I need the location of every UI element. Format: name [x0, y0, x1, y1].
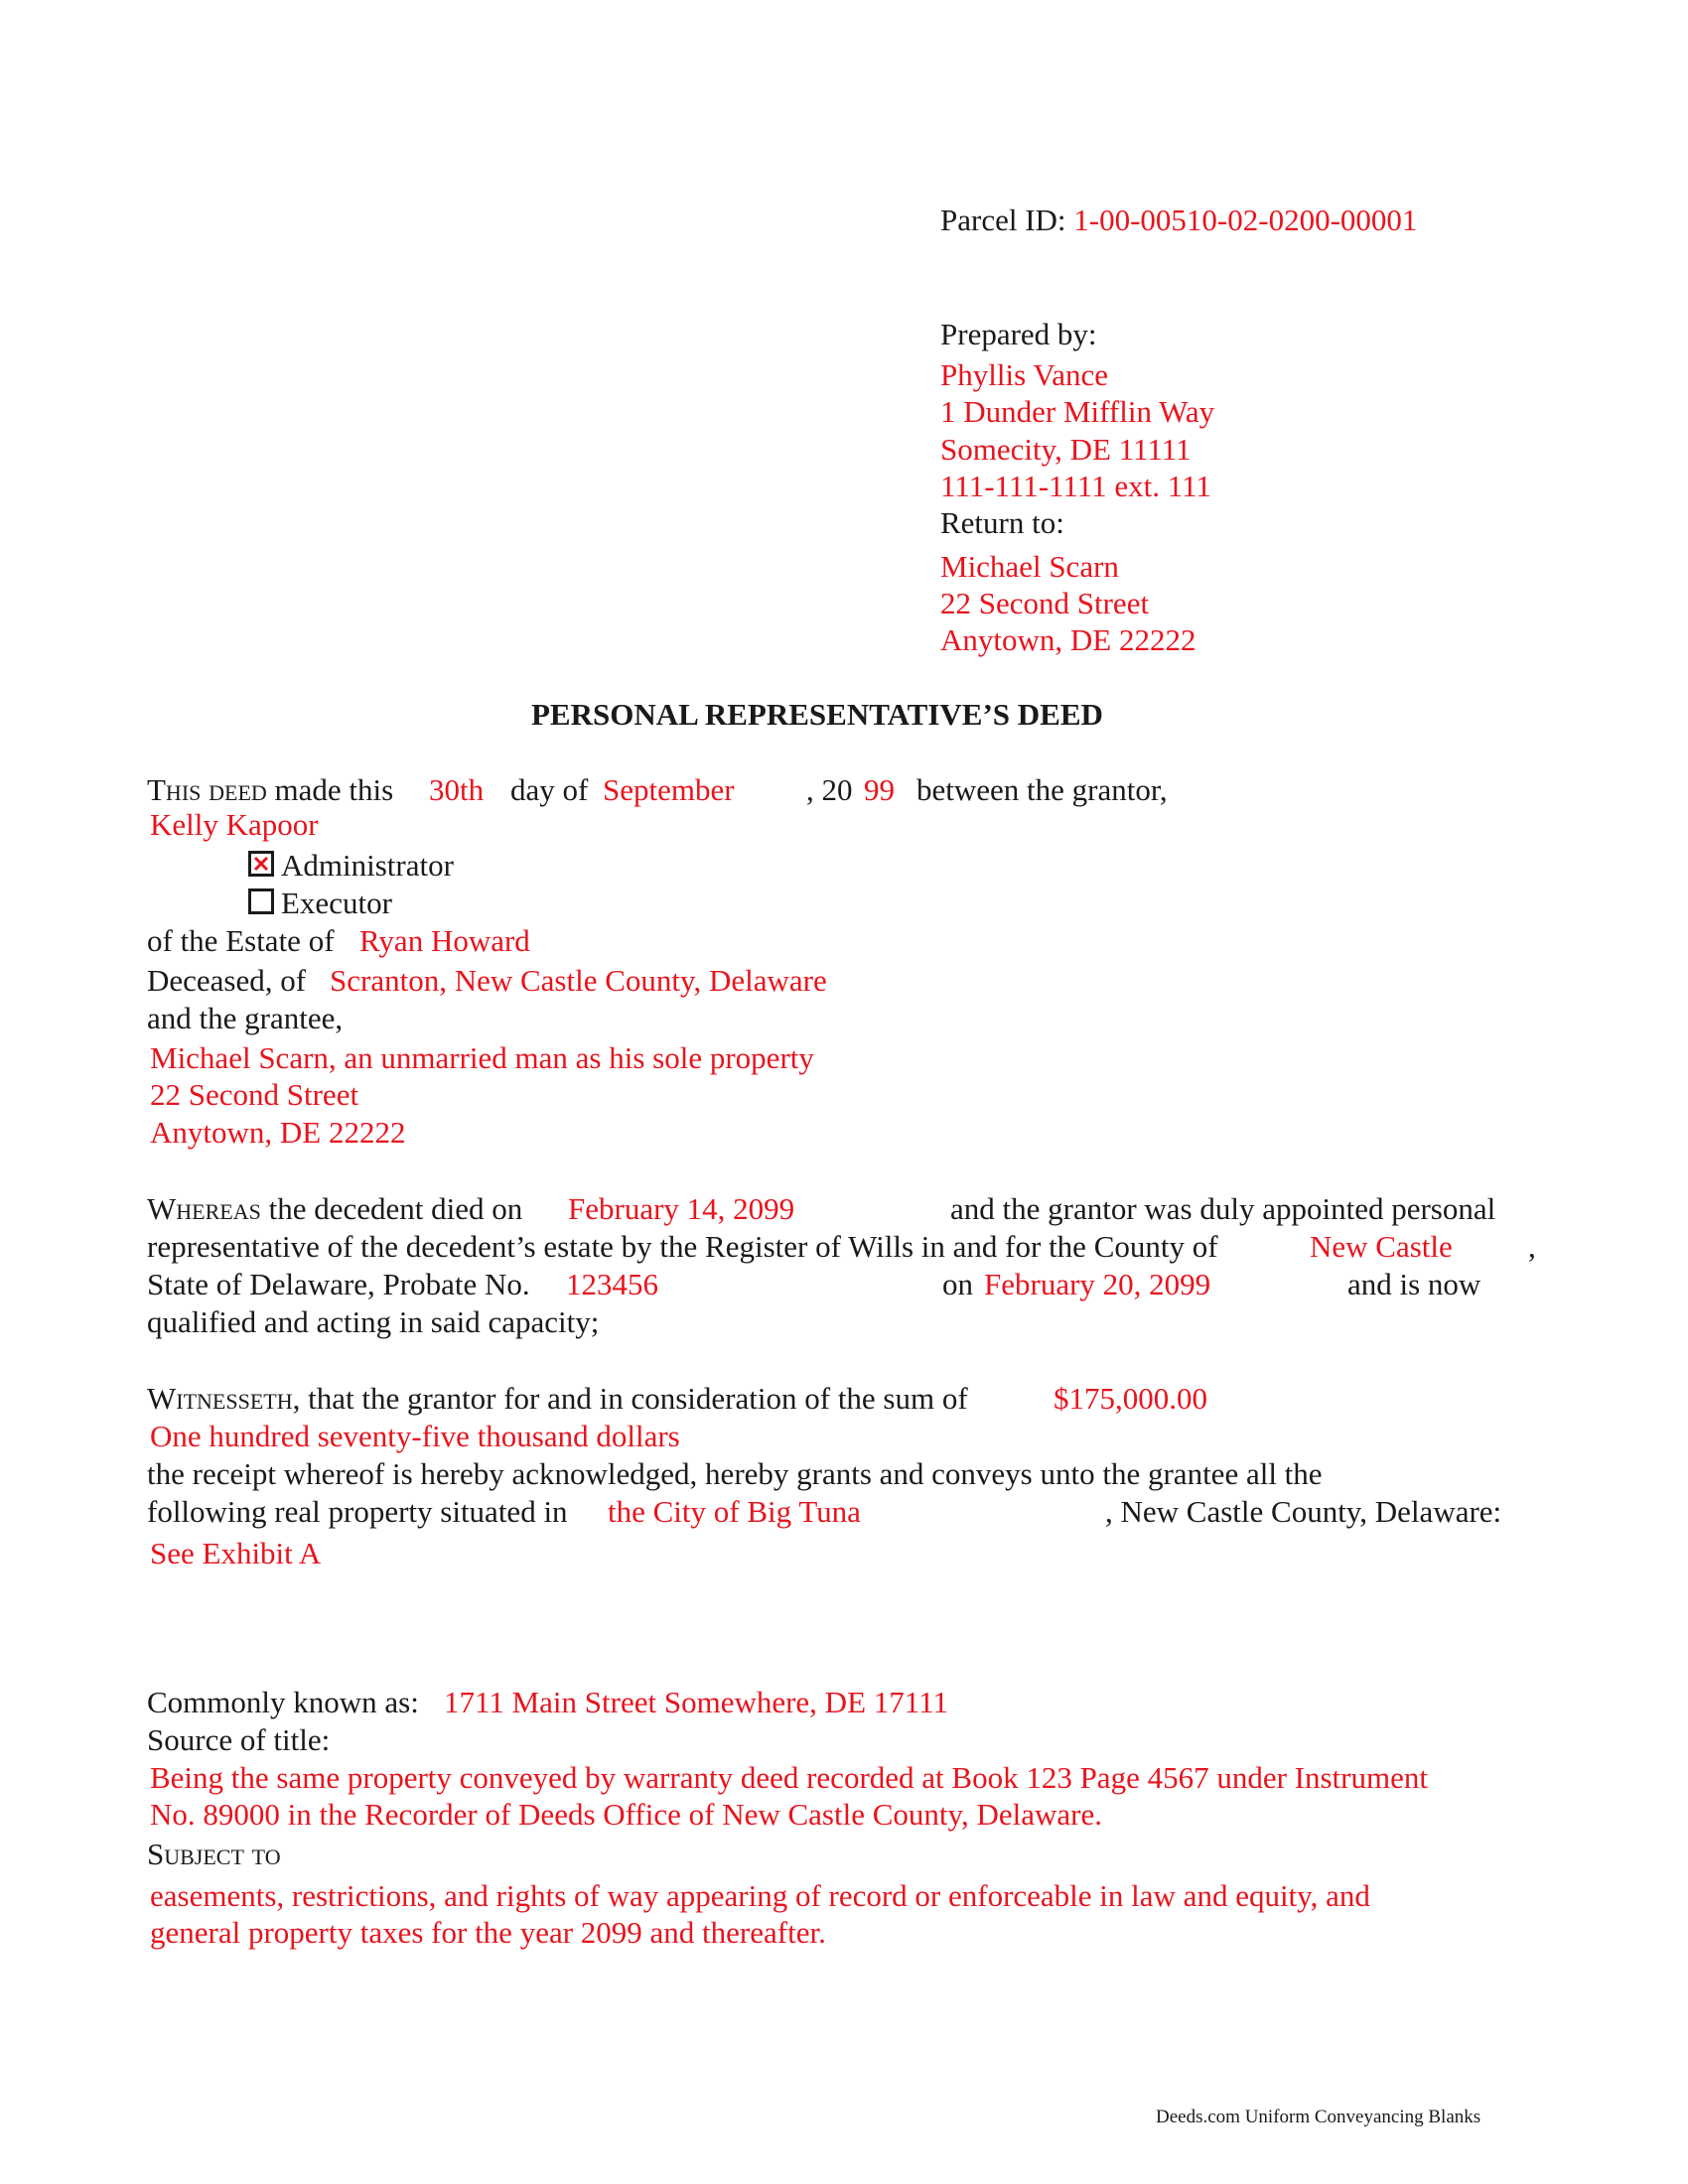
prepared-by-phone[interactable]: 111-111-1111 ext. 111: [940, 469, 1211, 503]
witnesseth-text-4: , New Castle County, Delaware:: [1105, 1494, 1502, 1529]
year-field[interactable]: 99: [864, 772, 895, 807]
footer-text: Deeds.com Uniform Conveyancing Blanks: [1156, 2107, 1481, 2127]
grantee-city[interactable]: Anytown, DE 22222: [150, 1115, 406, 1150]
whereas-text-2: and the grantor was duly appointed personal: [950, 1191, 1496, 1226]
whereas-text-3: representative of the decedent’s estate by the Register of Wills in and for the County of: [147, 1229, 1218, 1264]
probate-number-field[interactable]: 123456: [566, 1267, 658, 1301]
day-of-label: day of: [510, 772, 589, 807]
county-comma: ,: [1528, 1229, 1536, 1264]
source-line-1[interactable]: Being the same property conveyed by warranty deed recorded at Book 123 Page 4567 under Instrument: [150, 1760, 1428, 1795]
grantee-name[interactable]: Michael Scarn, an unmarried man as his sole property: [150, 1040, 814, 1075]
document-title: PERSONAL REPRESENTATIVE’S DEED: [531, 697, 1103, 732]
whereas-text-4: State of Delaware, Probate No.: [147, 1267, 530, 1301]
return-to-label: Return to:: [940, 505, 1064, 540]
prepared-by-street[interactable]: 1 Dunder Mifflin Way: [940, 394, 1215, 429]
estate-name[interactable]: Ryan Howard: [359, 923, 530, 958]
source-label: Source of title:: [147, 1722, 331, 1757]
whereas-text-5: and is now: [1347, 1267, 1481, 1301]
month-field[interactable]: September: [603, 772, 735, 807]
property-address-field[interactable]: 1711 Main Street Somewhere, DE 17111: [444, 1685, 948, 1719]
whereas-lead: Whereas: [147, 1191, 261, 1226]
grantor-name[interactable]: Kelly Kapoor: [150, 807, 319, 842]
whereas-text-6: qualified and acting in said capacity;: [147, 1304, 600, 1339]
deceased-location[interactable]: Scranton, New Castle County, Delaware: [330, 963, 827, 998]
subject-line-1[interactable]: easements, restrictions, and rights of way appearing of record or enforceable in law and equity, and: [150, 1878, 1370, 1913]
return-to-name[interactable]: Michael Scarn: [940, 549, 1119, 584]
executor-label: Executor: [281, 886, 392, 920]
witnesseth-text-2: the receipt whereof is hereby acknowledged, hereby grants and conveys unto the grantee all the: [147, 1456, 1323, 1491]
check-x-icon: [253, 856, 269, 872]
county-field[interactable]: New Castle: [1310, 1229, 1453, 1264]
prepared-by-city[interactable]: Somecity, DE 11111: [940, 432, 1192, 467]
subject-to-label: Subject to: [147, 1837, 281, 1871]
administrator-label: Administrator: [281, 848, 454, 883]
appointed-date-field[interactable]: February 20, 2099: [984, 1267, 1211, 1301]
parcel-id-line: [940, 205, 1417, 235]
grantee-street[interactable]: 22 Second Street: [150, 1077, 359, 1112]
witnesseth-line-1: Witnesseth, that the grantor for and in consideration of the sum of: [147, 1381, 968, 1416]
return-to-street[interactable]: 22 Second Street: [940, 586, 1150, 620]
known-as-label: Commonly known as:: [147, 1685, 419, 1719]
return-to-city[interactable]: Anytown, DE 22222: [940, 622, 1196, 657]
administrator-checkbox[interactable]: [248, 851, 274, 877]
witnesseth-text-3: following real property situated in: [147, 1494, 568, 1529]
legal-description-field[interactable]: See Exhibit A: [150, 1536, 322, 1570]
whereas-line-1: Whereas the decedent died on: [147, 1191, 523, 1226]
prepared-by-label: Prepared by:: [940, 317, 1097, 351]
witnesseth-lead: Witnesseth: [147, 1381, 293, 1416]
parcel-id-label: Parcel ID:: [940, 203, 1066, 237]
locality-field[interactable]: the City of Big Tuna: [608, 1494, 861, 1529]
prepared-by-name[interactable]: Phyllis Vance: [940, 357, 1109, 392]
amount-field[interactable]: $175,000.00: [1054, 1381, 1207, 1416]
amount-words-field[interactable]: One hundred seventy-five thousand dollars: [150, 1419, 680, 1453]
this-deed-lead: This deed: [147, 772, 267, 807]
source-line-2[interactable]: No. 89000 in the Recorder of Deeds Office of New Castle County, Delaware.: [150, 1797, 1102, 1832]
day-field[interactable]: 30th: [429, 772, 485, 807]
executor-checkbox[interactable]: [248, 888, 274, 914]
grantee-label: and the grantee,: [147, 1001, 344, 1035]
deceased-label: Deceased, of: [147, 963, 307, 998]
year-prefix: , 20: [806, 772, 853, 807]
subject-line-2[interactable]: general property taxes for the year 2099 and thereafter.: [150, 1915, 826, 1950]
parcel-id-value[interactable]: 1-00-00510-02-0200-00001: [1073, 203, 1418, 237]
on-label: on: [942, 1267, 973, 1301]
death-date-field[interactable]: February 14, 2099: [568, 1191, 795, 1226]
estate-label: of the Estate of: [147, 923, 335, 958]
between-label: between the grantor,: [916, 772, 1168, 807]
intro-line: This deed made this: [147, 772, 394, 807]
